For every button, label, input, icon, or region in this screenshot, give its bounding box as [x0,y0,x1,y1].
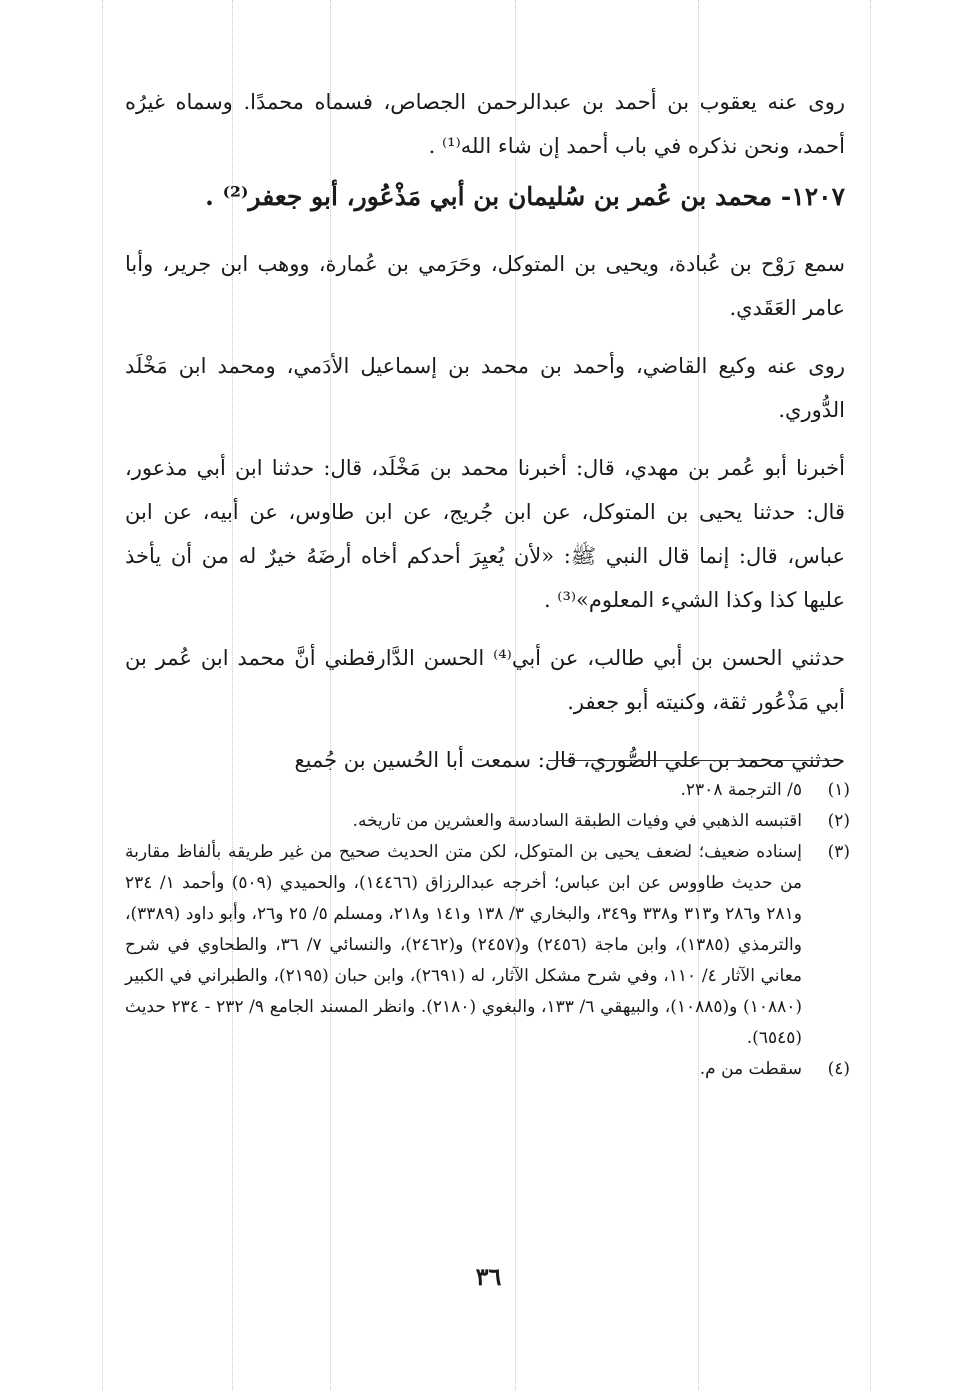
footnote-text: سقطت من م. [699,1059,802,1079]
paragraph: حدثني الحسن بن أبي طالب، عن أبي⁽⁴⁾ الحسن الدَّارقطني أنَّ محمد ابن عُمر بن أبي مَذْعُور ثقة، وكنيته أبو جعفر. [125,646,845,714]
entry-title: ١٢٠٧- محمد بن عُمر بن سُليمان بن أبي مَذْعُور، أبو جعفر⁽²⁾ . [205,182,845,211]
paragraph: أخبرنا أبو عُمر بن مهدي، قال: أخبرنا محمد بن مَخْلَد، قال: حدثنا ابن أبي مذعور، قال: حدثنا يحيى بن المتوكل، عن ابن جُريج، عن ابن طاوس، عن أبيه، عن ابن عباس، قال: إنما قال النبي ﷺ: «لأن يُعيِرَ أحدكم أخاه أرضَهُ خيرٌ له من أن يأخذ عليها كذا وكذا الشيء المعلوم»⁽³⁾ . [125,456,845,612]
footnote [125,837,850,1054]
scan-guide-line [102,0,103,1390]
scan-guide-line [870,0,871,1390]
footnote-text: إسناده ضعيف؛ لضعف يحيى بن المتوكل، لكن متن الحديث صحيح من غير طريقه بألفاظ مقاربة من حديث طاووس عن ابن عباس؛ أخرجه عبدالرزاق (١٤٤٦٦)، والحميدي (٥٠٩) وأحمد ١/ ٢٣٤ و٢٨١ و٢٨٦ و٣١٣ و٣٣٨ و٣٤٩، والبخاري ٣/ ١٣٨ و١٤١ و٢١٨، ومسلم ٥/ ٢٥ و٢٦، وأبو داود (٣٣٨٩)، والترمذي (١٣٨٥)، وابن ماجة (٢٤٥٦) و(٢٤٥٧) و(٢٤٦٢)، والنسائي ٧/ ٣٦، والطحاوي في شرح معاني الآثار ٤/ ١١٠، وفي شرح مشكل الآثار، له (٢٦٩١)، وابن حبان (٢١٩٥)، والطبراني في الكبير (١٠٨٨٠) و(١٠٨٨٥)، والبيهقي ٦/ ١٣٣، والبغوي (٢١٨٠). وانظر المسند الجامع ٩/ ٢٣٢ - ٢٣٤ حديث (٦٥٤٥). [125,842,803,1048]
footnote-number: (٤) [827,1059,850,1079]
paragraph: روى عنه وكيع القاضي، وأحمد بن محمد بن إسماعيل الأدَمي، ومحمد ابن مَخْلَد الدُّوري. [125,354,845,422]
footnote-number: (٣) [827,842,850,862]
main-text [125,80,845,796]
footnote-number: (١) [827,780,850,800]
footnotes [125,775,850,1085]
footnote-text: اقتبسه الذهبي في وفيات الطبقة السادسة والعشرين من تاريخه. [352,811,802,831]
footnote-text: ٥/ الترجمة ٢٣٠٨. [680,780,802,800]
paragraph: روى عنه يعقوب بن أحمد بن عبدالرحمن الجصاص، فسماه محمدًا. وسماه غيرُه أحمد، ونحن نذكره في باب أحمد إن شاء الله⁽¹⁾ . [125,90,845,158]
paragraph: حدثني محمد بن علي الصُّوري، قال: سمعت أبا الحُسين بن جُميع [294,748,845,772]
page-number: ٣٦ [475,1262,502,1291]
footnote-number: (٢) [827,811,850,831]
footnote-separator [548,760,840,761]
paragraph: سمع رَوْح بن عُبادة، ويحيى بن المتوكل، وحَرَمي بن عُمارة، ووهب ابن جرير، وأبا عامر العَقَدي. [125,252,845,320]
footnote [125,806,850,837]
footnote [125,775,850,806]
footnote [125,1054,850,1085]
